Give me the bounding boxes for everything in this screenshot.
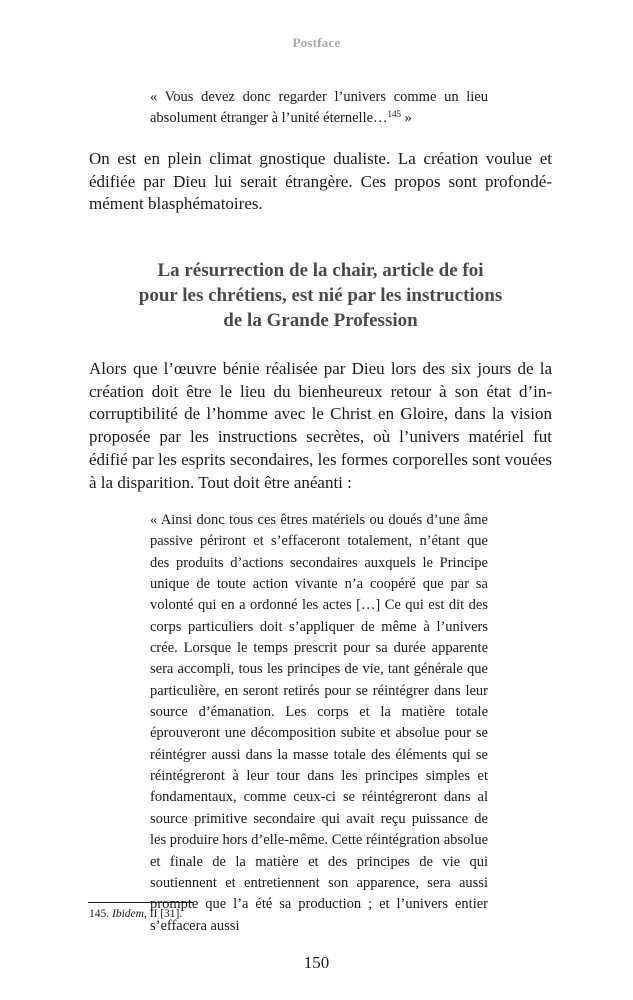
footnote-145 [89,908,182,920]
heading-line-2: pour les chrétiens, est nié par les instructions [138,285,503,306]
running-header: Postface [292,35,341,50]
quote-short-text [150,87,488,129]
footnote-reference[interactable]: 145 [387,109,402,119]
footnote-number: 145. [89,908,110,920]
paragraph-2-text: Alors que l’œuvre bénie réalisée par Dieu lors des six jours de la création doit être le lieu du bienheureux retour à son état d’incorruptibilité de l’homme avec le Christ en Gloire, dans la vision proposée par les instructions secrètes, où l’univers matériel fut édifié par les esprits secondaires, les formes corporelles sont vouées à la disparition. Tout doit être anéanti : [89,359,552,492]
quote-long-text: « Ainsi donc tous ces êtres matériels ou doués d’une âme passive périront et s’effaceront totalement, n’étant que des produits d’actions secondaires auxquels le Principe unique de toute action vivante n’a coopéré que par sa volonté qui en a ordonné les actes […] Ce qui est dit des corps particuliers doit s’appliquer de même à l’univers crée. Lorsque le temps prescrit pour sa durée apparente sera accompli, tous les principes de vie, tant générale que particulière, en seront retirés pour se réintégrer dans leur source d’émanation. Les corps et la matière totale éprouveront une décomposition subite et absolue pour se réintégrer aussi dans la masse totale des éléments qui se réintégreront à leur tour dans les principes simples et fondamentaux, comme ceux-ci se réintégreront dans al source primitive secondaire qui avait reçu puissance de les produire hors d’elle-même. Cette réintégration absolue et finale de la matière et des principes de vie qui soutiennent et entretiennent son apparence, sera aussi prompte que l’a été sa production ; et l’univers entier s’effacera aussi [150,512,488,934]
paragraph-creation [89,358,552,494]
section-heading [89,258,552,333]
heading-line-3: de la Grande Profession [223,310,418,331]
block-quote-long [150,510,488,937]
heading-line-1: La résurrection de la chair, article de foi [157,260,484,281]
footnote-divider [88,902,193,903]
paragraph-gnostic [89,148,552,216]
footnote-reference-text: , II [31]. [143,908,183,920]
block-quote-short [150,87,488,129]
paragraph-1-text: On est en plein climat gnostique dualiste. La création voulue et édifiée par Dieu lui serait étrangère. Ces propos sont profondémément blasphématoires. [89,149,552,214]
quote-short-body: « Vous devez donc regarder l’univers comme un lieu absolument étranger à l’unité éternelle… [150,89,488,126]
quote-short-closing: » [401,110,412,126]
footnote-source: Ibidem [112,908,144,920]
page-number: 150 [303,953,330,972]
